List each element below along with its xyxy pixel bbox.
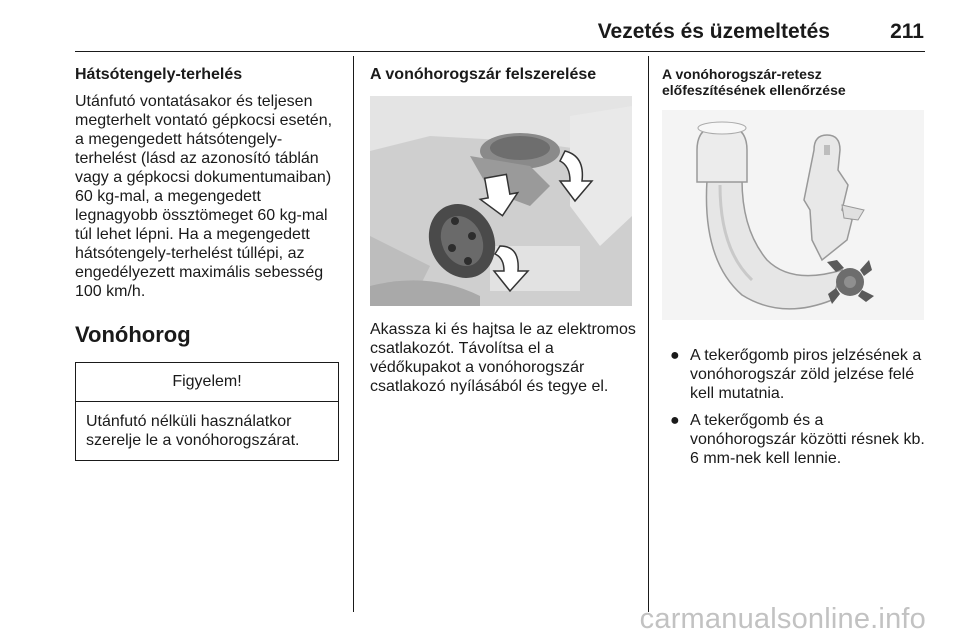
text-line: Akassza ki és hajtsa le az elektromos bbox=[370, 321, 636, 338]
text-line: védőkupakot a vonóhorogszár bbox=[370, 359, 585, 376]
towbar-socket-photo bbox=[370, 96, 632, 306]
text-line: csatlakozó nyílásából és tegye el. bbox=[370, 378, 609, 395]
bullet-icon: ● bbox=[670, 347, 680, 364]
bullet-icon: ● bbox=[670, 412, 680, 429]
text-line: vonóhorogszár közötti résnek kb. bbox=[690, 431, 925, 448]
warning-text bbox=[76, 402, 338, 460]
towbar-knob-illustration bbox=[662, 110, 924, 320]
warning-box bbox=[75, 362, 339, 461]
column-divider-1 bbox=[353, 56, 354, 612]
text-line: terhelést (lásd az azonosító táblán bbox=[75, 150, 319, 167]
section-heading-axle-load: Hátsótengely-terhelés bbox=[75, 66, 243, 83]
text-line: vonóhorogszár zöld jelzése felé bbox=[690, 366, 915, 383]
text-line: Utánfutó vontatásakor és teljesen bbox=[75, 93, 313, 110]
text-line: vagy a gépkocsi dokumentumaiban) bbox=[75, 169, 332, 186]
section-heading-towbar: Vonóhorog bbox=[75, 322, 191, 347]
axle-load-paragraph bbox=[75, 92, 347, 301]
mounting-paragraph bbox=[370, 320, 640, 396]
text-line: a megengedett hátsótengely- bbox=[75, 131, 283, 148]
heading-line: előfeszítésének ellenőrzése bbox=[662, 82, 846, 98]
text-line: csatlakozót. Távolítsa el a bbox=[370, 340, 554, 357]
watermark: carmanualsonline.info bbox=[639, 603, 926, 635]
text-line: A tekerőgomb piros jelzésének a bbox=[690, 347, 922, 364]
column-2 bbox=[370, 66, 640, 396]
check-bullet-list bbox=[662, 346, 928, 468]
heading-line: A vonóhorogszár-retesz bbox=[662, 66, 822, 82]
page-header-title: Vezetés és üzemeltetés bbox=[597, 20, 830, 43]
towbar-arm-drawing bbox=[662, 110, 924, 320]
column-divider-2 bbox=[648, 56, 649, 612]
towbar-socket-illustration bbox=[370, 96, 632, 306]
text-line: 60 kg-mal, a megengedett bbox=[75, 188, 261, 205]
warning-title: Figyelem! bbox=[76, 363, 338, 402]
section-heading-mounting: A vonóhorogszár felszerelése bbox=[370, 66, 597, 83]
text-line: hátsótengely-terhelést túllépi, az bbox=[75, 245, 305, 262]
text-line: 6 mm-nek kell lennie. bbox=[690, 450, 842, 467]
text-line: 100 km/h. bbox=[75, 283, 146, 300]
text-line: A tekerőgomb és a bbox=[690, 412, 824, 429]
text-line: kell mutatnia. bbox=[690, 385, 785, 402]
text-line: Utánfutó nélküli használatkor bbox=[86, 413, 292, 430]
column-1 bbox=[75, 66, 347, 461]
column-3 bbox=[662, 66, 928, 476]
text-line: legnagyobb össztömeget 60 kg-mal bbox=[75, 207, 328, 224]
section-heading-pretension-check bbox=[662, 66, 928, 98]
list-item bbox=[662, 411, 928, 468]
page-number: 211 bbox=[890, 20, 924, 43]
list-item bbox=[662, 346, 928, 403]
header-rule bbox=[75, 51, 925, 52]
text-line: szerelje le a vonóhorogszárat. bbox=[86, 432, 300, 449]
text-line: engedélyezett maximális sebesség bbox=[75, 264, 324, 281]
text-line: megterhelt vontató gépkocsi esetén, bbox=[75, 112, 333, 129]
text-line: túl lehet lépni. Ha a megengedett bbox=[75, 226, 310, 243]
